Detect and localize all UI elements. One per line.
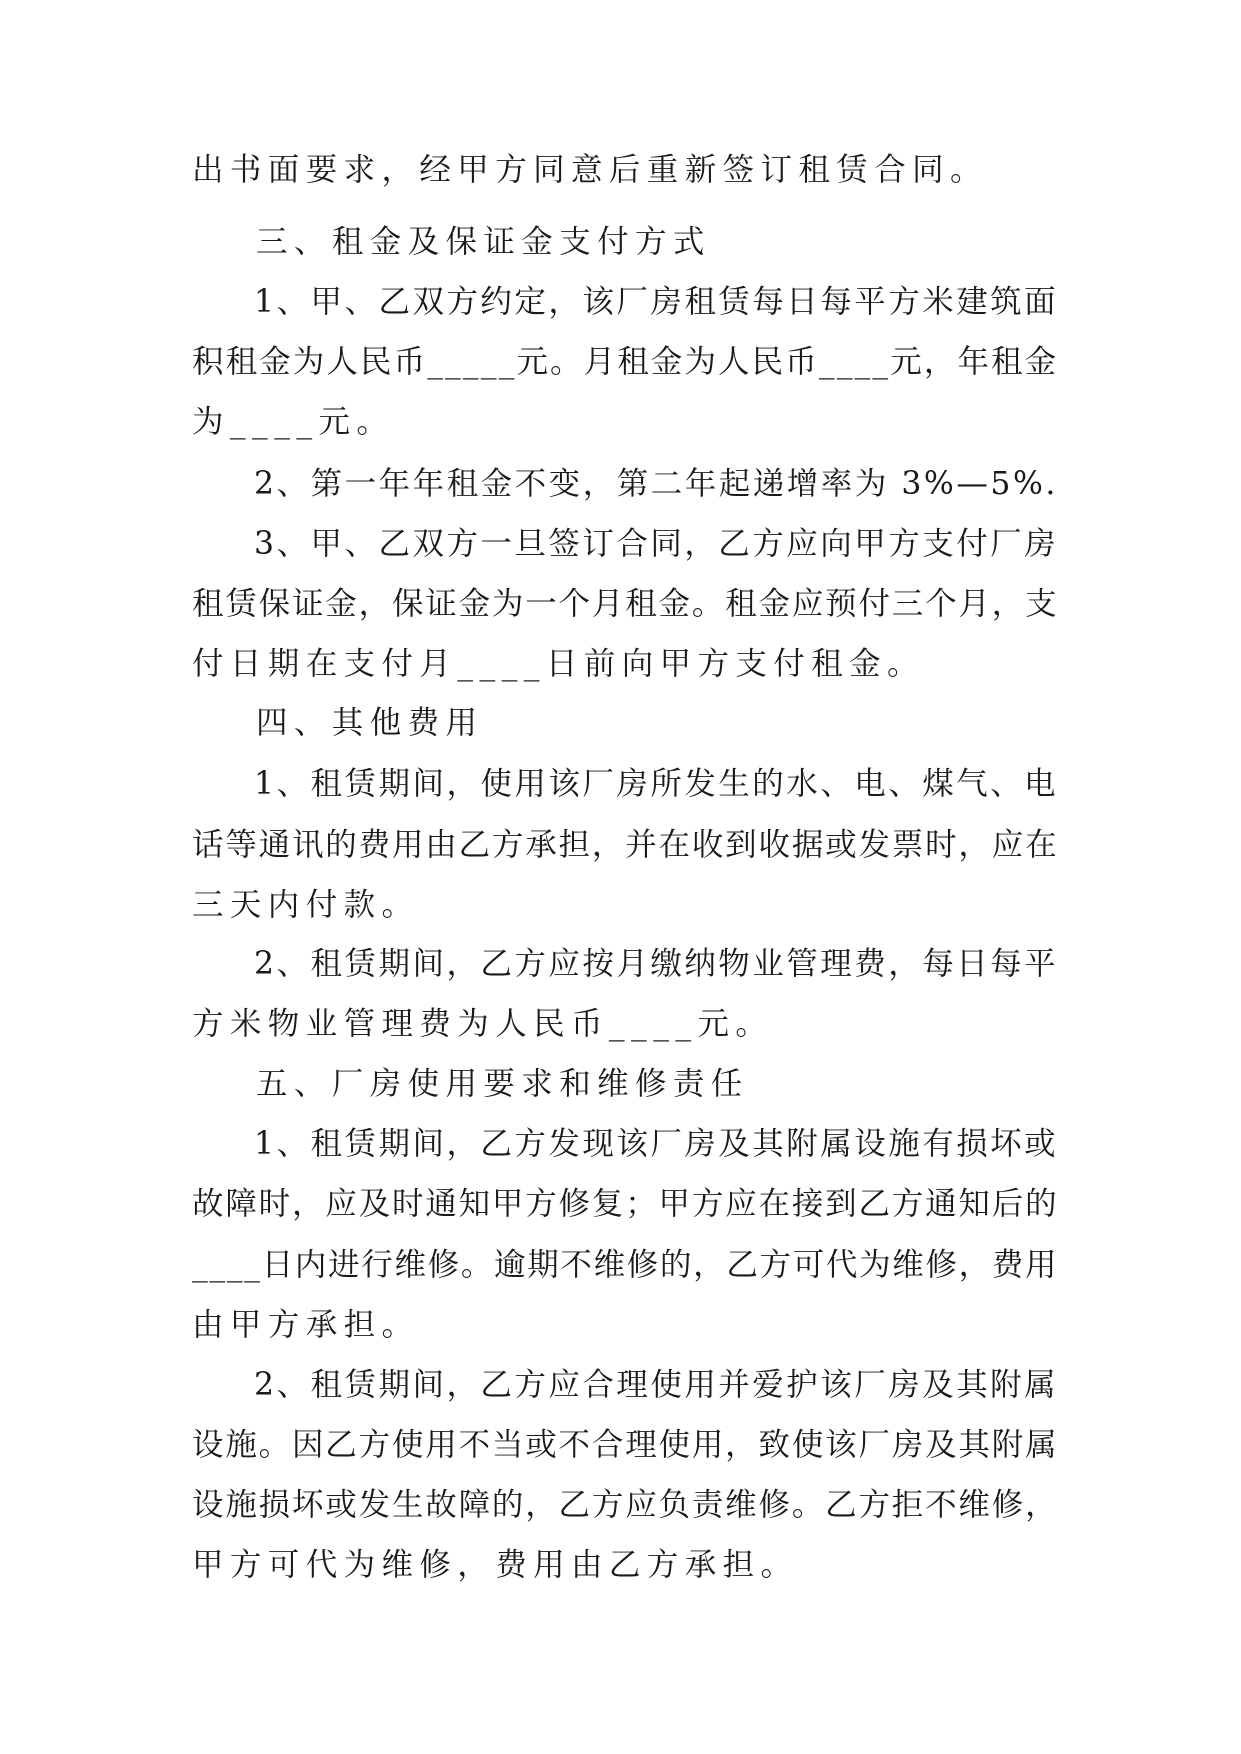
text-line: 1、租赁期间，使用该厂房所发生的水、电、煤气、电	[254, 766, 1059, 802]
text-line: 积租金为人民币_____元。月租金为人民币____元，年租金	[192, 344, 1059, 380]
text-line: 甲方可代为维修，费用由乙方承担。	[192, 1547, 799, 1583]
text-line: 为____元。	[192, 404, 395, 440]
text-line: 3、甲、乙双方一旦签订合同，乙方应向甲方支付厂房	[254, 526, 1059, 562]
text-line: 1、甲、乙双方约定，该厂房租赁每日每平方米建筑面	[254, 284, 1059, 320]
text-line: 租赁保证金，保证金为一个月租金。租金应预付三个月，支	[192, 586, 1059, 622]
text-line: 由甲方承担。	[192, 1307, 420, 1343]
section-heading: 五、厂房使用要求和维修责任	[256, 1066, 749, 1102]
text-line: 三天内付款。	[192, 887, 420, 923]
text-line: 设施。因乙方使用不当或不合理使用，致使该厂房及其附属	[192, 1427, 1059, 1463]
text-line: 话等通讯的费用由乙方承担，并在收到收据或发票时，应在	[192, 827, 1059, 863]
text-line: ____日内进行维修。逾期不维修的，乙方可代为维修，费用	[192, 1247, 1059, 1283]
text-line: 付日期在支付月____日前向甲方支付租金。	[192, 646, 925, 682]
text-line: 故障时，应及时通知甲方修复；甲方应在接到乙方通知后的	[192, 1186, 1059, 1222]
text-line: 出书面要求，经甲方同意后重新签订租赁合同。	[192, 152, 988, 188]
text-line: 2、租赁期间，乙方应合理使用并爱护该厂房及其附属	[254, 1367, 1059, 1403]
text-line: 方米物业管理费为人民币____元。	[192, 1006, 774, 1042]
text-line: 2、租赁期间，乙方应按月缴纳物业管理费，每日每平	[254, 946, 1059, 982]
text-line: 1、租赁期间，乙方发现该厂房及其附属设施有损坏或	[254, 1126, 1059, 1162]
text-line: 设施损坏或发生故障的，乙方应负责维修。乙方拒不维修，	[192, 1487, 1059, 1523]
text-line: 2、第一年年租金不变，第二年起递增率为 3%—5%.	[254, 466, 1058, 502]
section-heading: 三、租金及保证金支付方式	[256, 224, 711, 260]
section-heading: 四、其他费用	[256, 705, 484, 741]
